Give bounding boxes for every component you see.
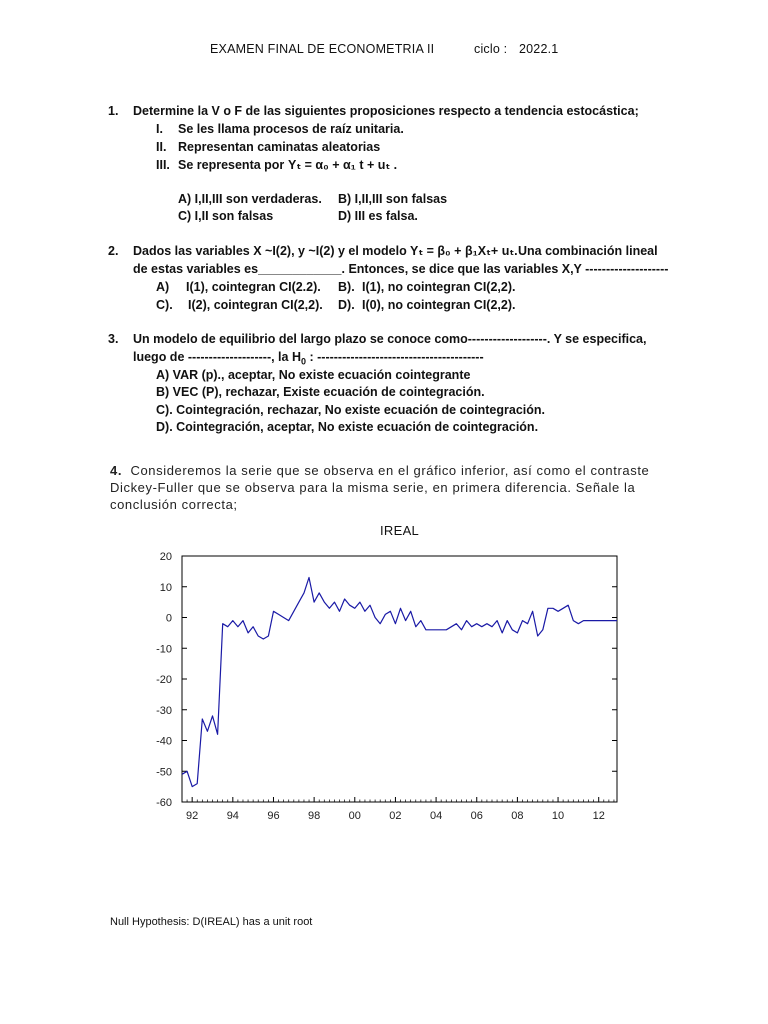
question-4 <box>110 462 658 513</box>
q3-line2-b: : ---------------------------------------- <box>306 350 484 364</box>
x-tick-label: 96 <box>267 810 280 822</box>
q2-option-d-letter: D). <box>338 298 355 312</box>
question-1 <box>108 103 668 233</box>
q1-roman-3: III. <box>156 158 170 172</box>
y-tick-label: 10 <box>159 581 172 594</box>
series-line-0 <box>182 578 617 787</box>
question-3 <box>108 331 668 439</box>
exam-title: EXAMEN FINAL DE ECONOMETRIA II <box>210 42 435 56</box>
q2-option-b: I(1), no cointegran CI(2,2). <box>362 280 516 294</box>
q2-formula: Yₜ = β₀ + β₁Xₜ+ uₜ. <box>410 244 518 258</box>
x-tick-label: 12 <box>592 810 605 822</box>
q2-option-c-letter: C). <box>156 298 173 312</box>
question-4-text: Consideremos la serie que se observa en el gráfico inferior, así como el contraste Dickey-Fuller que se observa para la misma serie, en primera diferencia. Señale la conclusión correcta; <box>110 463 650 512</box>
q1-option-c: C) I,II son falsas <box>178 209 274 223</box>
q1-item-1: Se les llama procesos de raíz unitaria. <box>178 122 404 136</box>
y-tick-label: -50 <box>156 766 172 779</box>
y-tick-label: 20 <box>159 551 172 563</box>
x-tick-label: 04 <box>429 810 443 822</box>
q3-line1: Un modelo de equilibrio del largo plazo se conoce como-------------------. Y se especifica, <box>133 332 647 346</box>
q2-option-d: I(0), no cointegran CI(2,2). <box>362 298 516 312</box>
q2-option-b-letter: B). <box>338 280 355 294</box>
q2-option-a-letter: A) <box>156 280 170 294</box>
q1-option-b: B) I,II,III son falsas <box>338 192 448 206</box>
x-tick-label: 92 <box>186 810 199 822</box>
y-tick-label: -30 <box>156 704 172 717</box>
question-2-number: 2. <box>108 244 119 258</box>
q1-item-2: Representan caminatas aleatorias <box>178 140 381 154</box>
y-tick-label: -10 <box>156 643 172 656</box>
question-2 <box>108 243 668 315</box>
q1-option-d: D) III es falsa. <box>338 209 418 223</box>
q3-option-b: B) VEC (P), rechazar, Existe ecuación de cointegración. <box>156 385 485 399</box>
q1-roman-2: II. <box>156 140 167 154</box>
x-tick-label: 98 <box>308 810 321 822</box>
x-tick-label: 00 <box>348 810 361 822</box>
chart-title: IREAL <box>380 523 420 538</box>
x-tick-label: 02 <box>389 810 402 822</box>
q2-line1-a: Dados las variables X ~I(2), y ~I(2) y el modelo <box>133 244 407 258</box>
cycle-label: ciclo : <box>474 42 508 56</box>
null-hypothesis-text: Null Hypothesis: D(IREAL) has a unit root <box>110 916 313 928</box>
question-1-stem: Determine la V o F de las siguientes proposiciones respecto a tendencia estocástica; <box>133 104 639 118</box>
x-tick-label: 08 <box>511 810 524 822</box>
q2-line1-b: Una combinación lineal <box>518 244 658 258</box>
y-tick-label: -60 <box>156 797 172 809</box>
q3-option-a: A) VAR (p)., aceptar, No existe ecuación cointegrante <box>156 368 471 382</box>
y-tick-label: -20 <box>156 674 172 686</box>
q3-option-c: C). Cointegración, rechazar, No existe ecuación de cointegración. <box>156 403 545 417</box>
q1-roman-1: I. <box>156 122 163 136</box>
cycle-value: 2022.1 <box>519 42 559 56</box>
y-tick-label: -40 <box>156 735 172 748</box>
plot-frame <box>182 556 617 802</box>
q2-option-a: I(1), cointegran CI(2.2). <box>186 280 321 294</box>
q2-line2: de estas variables es____________. Entonces, se dice que las variables X,Y -------------------- <box>133 262 669 276</box>
q2-option-c: I(2), cointegran CI(2,2). <box>188 298 323 312</box>
q3-line2-sub: 0 <box>301 356 307 367</box>
x-tick-label: 94 <box>226 810 239 822</box>
x-tick-label: 06 <box>470 810 483 822</box>
q1-item-3: Se representa por <box>178 158 285 172</box>
q1-option-a: A) I,II,III son verdaderas. <box>178 192 322 206</box>
x-tick-label: 10 <box>551 810 565 822</box>
y-tick-label: 0 <box>165 612 172 625</box>
question-3-number: 3. <box>108 332 119 346</box>
q1-formula: Yₜ = α₀ + α₁ t + uₜ . <box>288 158 398 172</box>
question-4-number: 4. <box>110 463 123 478</box>
q3-option-d: D). Cointegración, aceptar, No existe ecuación de cointegración. <box>156 420 539 434</box>
question-1-number: 1. <box>108 104 119 118</box>
ireal-line-chart <box>140 545 620 835</box>
q3-line2-a: luego de --------------------, la H <box>133 350 301 364</box>
